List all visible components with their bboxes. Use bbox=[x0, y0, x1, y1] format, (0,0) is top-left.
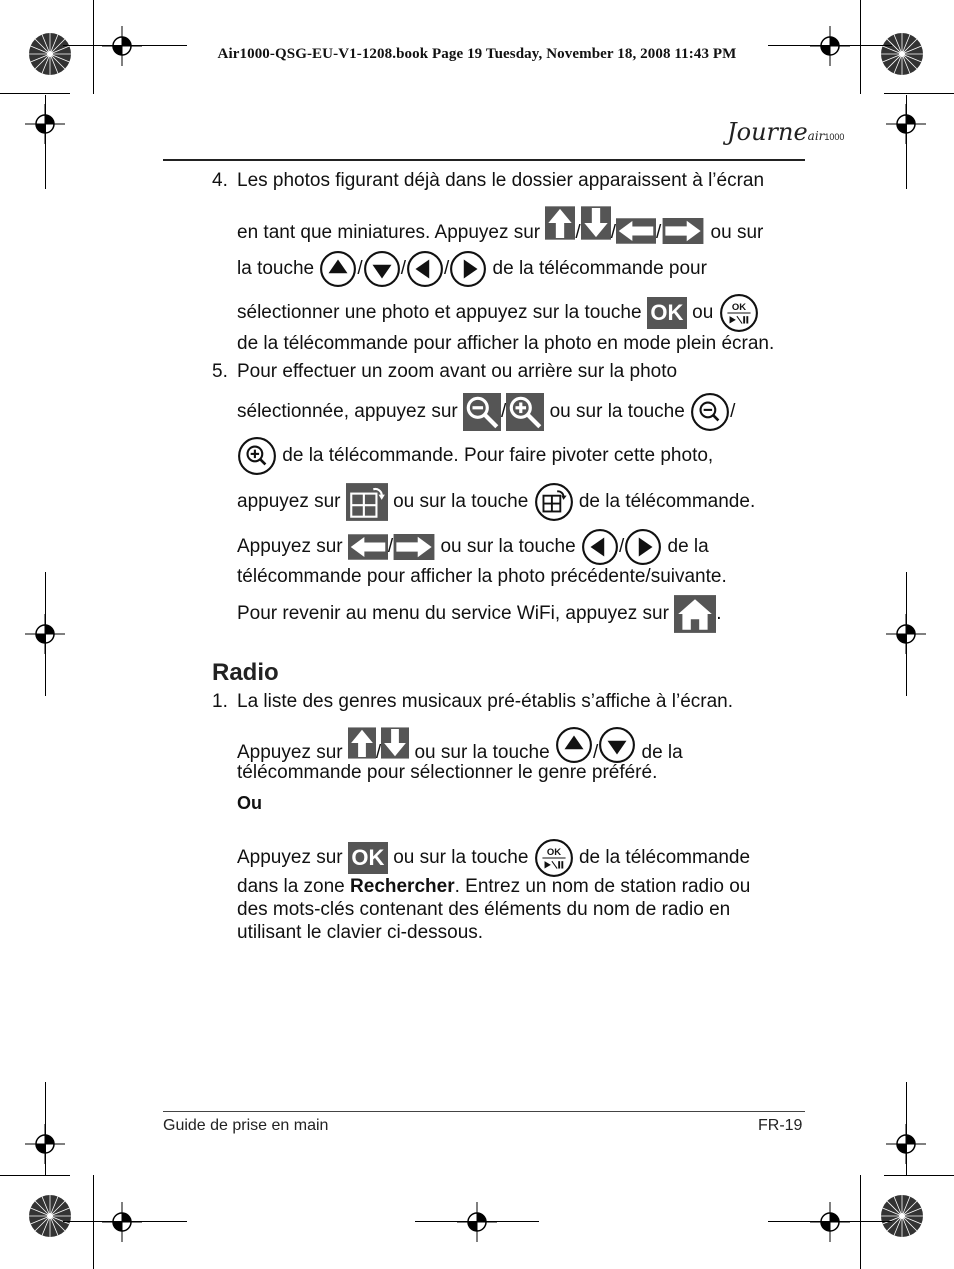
zoom-out-icon bbox=[463, 393, 501, 431]
crop-line bbox=[884, 93, 954, 94]
remote-up-icon bbox=[555, 726, 593, 764]
footer-title: Guide de prise en main bbox=[163, 1117, 329, 1134]
section-heading: Radio bbox=[212, 659, 279, 686]
crop-line bbox=[768, 45, 892, 46]
footer-rule bbox=[163, 1111, 805, 1112]
crop-line bbox=[45, 95, 46, 189]
crop-line bbox=[45, 1082, 46, 1176]
arrow-down-icon bbox=[581, 202, 611, 244]
step-text: dans la zone bbox=[237, 876, 351, 897]
step-text: utilisant le clavier ci-dessous. bbox=[237, 922, 484, 943]
crop-line bbox=[415, 1221, 539, 1222]
step-line bbox=[237, 436, 713, 476]
separator: / bbox=[618, 536, 625, 557]
crop-line bbox=[93, 1175, 94, 1269]
remote-right-icon bbox=[449, 250, 487, 288]
crosshair-target-icon bbox=[457, 1202, 497, 1242]
ok-play-pause-icon bbox=[719, 293, 759, 333]
step-line bbox=[237, 250, 707, 288]
step-line bbox=[237, 528, 709, 566]
crop-line bbox=[860, 0, 861, 94]
remote-zoom-in-icon bbox=[237, 436, 277, 476]
or-label: Ou bbox=[237, 793, 262, 813]
step-text: de la bbox=[667, 536, 709, 557]
crop-line bbox=[63, 1221, 187, 1222]
registration-mark-icon bbox=[28, 32, 72, 76]
step-line bbox=[237, 876, 750, 898]
crop-line bbox=[884, 1175, 954, 1176]
remote-rotate-icon bbox=[534, 482, 574, 522]
step-text: sélectionner une photo et appuyez sur la touche bbox=[237, 302, 642, 323]
crop-line bbox=[906, 1082, 907, 1176]
separator: / bbox=[575, 222, 581, 243]
crosshair-target-icon bbox=[810, 1202, 850, 1242]
step-text: ou sur la touche bbox=[393, 847, 529, 868]
crop-line bbox=[860, 1175, 861, 1269]
rotate-icon bbox=[346, 483, 388, 521]
crosshair-target-icon bbox=[102, 26, 142, 66]
step-text: ou sur la touche bbox=[393, 491, 529, 512]
separator: / bbox=[730, 401, 736, 422]
crop-line bbox=[0, 93, 70, 94]
step-text: de la télécommande. bbox=[578, 491, 756, 512]
step-text: . bbox=[716, 603, 722, 624]
arrow-left-icon bbox=[348, 534, 388, 560]
step-text: de la télécommande pour afficher la photo en mode plein écran. bbox=[237, 333, 775, 354]
crop-line bbox=[63, 45, 187, 46]
step-text: de la télécommande pour bbox=[492, 258, 707, 279]
home-icon bbox=[674, 595, 716, 633]
step-number: 5. bbox=[212, 361, 228, 382]
crop-line bbox=[906, 95, 907, 189]
separator: / bbox=[375, 742, 382, 763]
step-text: des mots-clés contenant des éléments du nom de radio en bbox=[237, 899, 731, 920]
step-number: 1. bbox=[212, 691, 228, 712]
step-line bbox=[237, 200, 763, 244]
step-text: Appuyez sur bbox=[237, 847, 343, 868]
step-line bbox=[237, 594, 721, 634]
crosshair-target-icon bbox=[810, 26, 850, 66]
step-text: appuyez sur bbox=[237, 491, 341, 512]
ok-icon: OK bbox=[348, 842, 388, 874]
step-text: télécommande pour sélectionner le genre préféré. bbox=[237, 762, 658, 783]
separator: / bbox=[501, 401, 507, 422]
step-text: Pour effectuer un zoom avant ou arrière sur la photo bbox=[237, 361, 678, 382]
separator: / bbox=[400, 258, 406, 279]
step-text: en tant que miniatures. Appuyez sur bbox=[237, 222, 541, 243]
page-number: FR-19 bbox=[758, 1117, 803, 1134]
step-line bbox=[237, 838, 750, 878]
step-text: Pour revenir au menu du service WiFi, appuyez sur bbox=[237, 603, 669, 624]
separator: / bbox=[655, 222, 662, 243]
step-text: ou sur la touche bbox=[414, 742, 550, 763]
crop-line bbox=[93, 0, 94, 94]
step-text: sélectionnée, appuyez sur bbox=[237, 401, 458, 422]
step-text: ou sur la touche bbox=[440, 536, 576, 557]
step-text: télécommande pour afficher la photo précédente/suivante. bbox=[237, 566, 727, 587]
arrow-up-icon bbox=[545, 202, 575, 244]
step-line bbox=[237, 392, 735, 432]
logo: Journeair1000 bbox=[727, 118, 845, 146]
arrow-left-icon bbox=[616, 218, 656, 244]
separator: / bbox=[387, 536, 394, 557]
step-line bbox=[237, 294, 759, 332]
crosshair-target-icon bbox=[102, 1202, 142, 1242]
step-text: . Entrez un nom de station radio ou bbox=[454, 876, 751, 897]
remote-down-icon bbox=[598, 726, 636, 764]
remote-left-icon bbox=[406, 250, 444, 288]
step-text: Appuyez sur bbox=[237, 536, 343, 557]
registration-mark-icon bbox=[880, 32, 924, 76]
remote-zoom-out-icon bbox=[690, 392, 730, 432]
registration-mark-icon bbox=[28, 1194, 72, 1238]
step-text: Appuyez sur bbox=[237, 742, 343, 763]
remote-left-icon bbox=[581, 528, 619, 566]
remote-right-icon bbox=[624, 528, 662, 566]
step-text: de la télécommande. Pour faire pivoter cette photo, bbox=[282, 445, 714, 466]
ok-icon: OK bbox=[647, 297, 687, 329]
step-text: la touche bbox=[237, 258, 315, 279]
step-text: Les photos figurant déjà dans le dossier apparaissent à l’écran bbox=[237, 170, 765, 191]
step-line bbox=[237, 720, 683, 764]
registration-mark-icon bbox=[880, 1194, 924, 1238]
ok-play-pause-icon bbox=[534, 838, 574, 878]
step-text: de la bbox=[641, 742, 683, 763]
separator: / bbox=[610, 222, 616, 243]
arrow-right-icon bbox=[393, 534, 435, 560]
remote-down-icon bbox=[363, 250, 401, 288]
crop-line bbox=[768, 1221, 892, 1222]
separator: / bbox=[357, 258, 363, 279]
step-text: La liste des genres musicaux pré-établis s’affiche à l’écran. bbox=[237, 691, 734, 712]
crop-line bbox=[0, 1175, 70, 1176]
arrow-down-icon bbox=[381, 722, 409, 764]
step-text: de la télécommande bbox=[578, 847, 751, 868]
header-rule bbox=[163, 159, 805, 161]
step-number: 4. bbox=[212, 170, 228, 191]
zoom-in-icon bbox=[506, 393, 544, 431]
arrow-right-icon bbox=[661, 218, 705, 244]
step-text: ou sur bbox=[710, 222, 764, 243]
separator: / bbox=[592, 742, 599, 763]
search-field-name: Rechercher bbox=[350, 876, 455, 897]
print-header: Air1000-QSG-EU-V1-1208.book Page 19 Tuesday, November 18, 2008 11:43 PM bbox=[217, 46, 737, 62]
step-text: ou bbox=[692, 302, 714, 323]
step-text: ou sur la touche bbox=[549, 401, 685, 422]
separator: / bbox=[443, 258, 450, 279]
crop-line bbox=[45, 572, 46, 696]
step-line bbox=[237, 482, 755, 522]
arrow-up-icon bbox=[348, 722, 376, 764]
remote-up-icon bbox=[319, 250, 357, 288]
crop-line bbox=[906, 572, 907, 696]
